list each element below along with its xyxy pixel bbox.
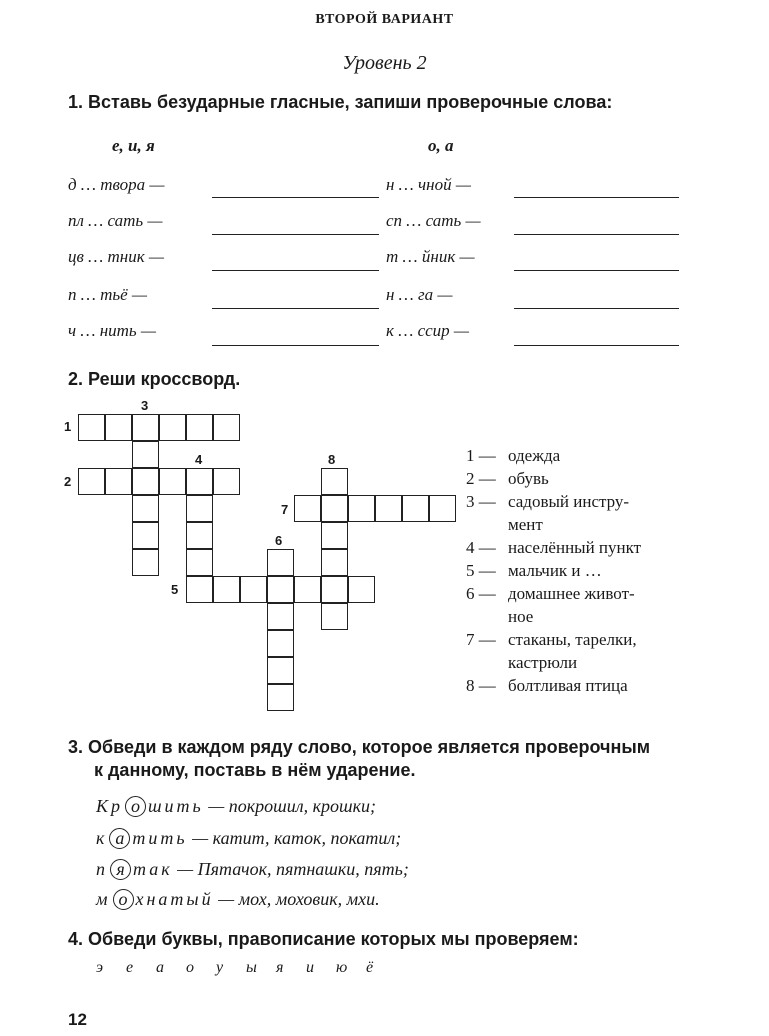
crossword-cell[interactable]: [213, 414, 240, 441]
answer-line[interactable]: [514, 234, 679, 235]
clue-row: [466, 605, 696, 628]
task1-word: к … ссир —: [386, 321, 470, 340]
word-start: п: [96, 859, 108, 879]
check-words: — Пятачок, пятнашки, пять;: [172, 859, 409, 879]
clue-row: [466, 536, 696, 559]
task1-col2-head: о, а: [428, 136, 454, 155]
crossword-cell[interactable]: [186, 414, 213, 441]
word-end: хнатый: [135, 889, 214, 909]
crossword-cell[interactable]: [321, 495, 348, 522]
letter[interactable]: э: [96, 959, 104, 976]
clue-text: садовый инстру-: [508, 492, 630, 511]
crossword-number-8: 8: [328, 452, 336, 467]
task3-row: [96, 889, 380, 910]
clue-number: 2 —: [466, 469, 496, 488]
crossword-cell[interactable]: [159, 468, 186, 495]
check-words: — мох, моховик, мхи.: [213, 889, 380, 909]
word-end: так: [133, 859, 173, 879]
crossword-cell[interactable]: [267, 630, 294, 657]
clue-row: [466, 513, 696, 536]
page-number: 12: [68, 1010, 87, 1029]
crossword-cell[interactable]: [159, 414, 186, 441]
task4-letters: [96, 959, 396, 977]
word-end: тить: [132, 828, 188, 848]
circled-letter: а: [109, 828, 130, 849]
clue-number: 8 —: [466, 676, 496, 695]
crossword-number-1: 1: [64, 419, 72, 434]
crossword-number-7: 7: [281, 502, 289, 517]
clue-row: [466, 651, 696, 674]
letter[interactable]: ы: [246, 959, 257, 976]
crossword-cell[interactable]: [213, 468, 240, 495]
clue-number: 5 —: [466, 561, 496, 580]
task1-word: пл … сать —: [68, 211, 163, 230]
crossword-cell[interactable]: [78, 468, 105, 495]
word-start: к: [96, 828, 108, 848]
crossword-cell[interactable]: [321, 522, 348, 549]
clue-row: [466, 628, 696, 651]
letter[interactable]: и: [306, 959, 314, 976]
task1-word: т … йник —: [386, 247, 475, 266]
letter[interactable]: е: [126, 959, 134, 976]
task1-word: ч … нить —: [68, 321, 157, 340]
task1-col1-head: е, и, я: [112, 136, 155, 155]
answer-line[interactable]: [514, 308, 679, 309]
crossword-cell[interactable]: [132, 414, 159, 441]
letter[interactable]: я: [276, 959, 284, 976]
clue-number: 4 —: [466, 538, 496, 557]
answer-line[interactable]: [514, 197, 679, 198]
crossword-cell[interactable]: [321, 468, 348, 495]
answer-line[interactable]: [212, 270, 379, 271]
crossword-number-5: 5: [171, 582, 179, 597]
crossword-cell[interactable]: [132, 468, 159, 495]
crossword-cell[interactable]: [186, 576, 213, 603]
level-title: Уровень 2: [342, 52, 427, 74]
clue-text: ное: [508, 607, 534, 626]
answer-line[interactable]: [212, 308, 379, 309]
check-words: — катит, каток, покатил;: [187, 828, 402, 848]
crossword-clues: [466, 444, 696, 697]
clue-number: 7 —: [466, 630, 496, 649]
answer-line[interactable]: [212, 197, 379, 198]
crossword-cell[interactable]: [78, 414, 105, 441]
crossword-cell[interactable]: [321, 549, 348, 576]
clue-text: мальчик и …: [508, 561, 602, 580]
task4-title: 4. Обведи буквы, правописание которых мы проверяем:: [68, 929, 579, 949]
crossword-cell[interactable]: [132, 522, 159, 549]
task3-row: [96, 796, 376, 817]
crossword-cell[interactable]: [186, 495, 213, 522]
clue-row: [466, 674, 696, 697]
task1-word: сп … сать —: [386, 211, 481, 230]
word-start: м: [96, 889, 111, 909]
crossword-cell[interactable]: [132, 441, 159, 468]
clue-text: болтливая птица: [508, 676, 628, 695]
clue-number: 6 —: [466, 584, 496, 603]
letter[interactable]: ё: [366, 959, 374, 976]
circled-letter: о: [125, 796, 146, 817]
crossword-cell[interactable]: [267, 603, 294, 630]
clue-text: стаканы, тарелки,: [508, 630, 637, 649]
clue-number: 3 —: [466, 492, 496, 511]
check-words: — покрошил, крошки;: [203, 796, 377, 816]
circled-letter: о: [113, 889, 134, 910]
clue-row: [466, 467, 696, 490]
crossword-number-4: 4: [195, 452, 203, 467]
letter[interactable]: у: [216, 959, 224, 976]
crossword-cell[interactable]: [267, 684, 294, 711]
crossword-cell[interactable]: [321, 603, 348, 630]
clue-text: кастрюли: [508, 653, 578, 672]
task1-title: 1. Вставь безударные гласные, запиши проверочные слова:: [68, 92, 613, 112]
crossword-cell[interactable]: [429, 495, 456, 522]
crossword-cell[interactable]: [267, 657, 294, 684]
crossword-cell[interactable]: [294, 495, 321, 522]
crossword-cell[interactable]: [105, 468, 132, 495]
crossword-cell[interactable]: [267, 576, 294, 603]
circled-letter: я: [110, 859, 131, 880]
clue-text: одежда: [508, 446, 561, 465]
crossword-cell[interactable]: [132, 495, 159, 522]
clue-text: обувь: [508, 469, 549, 488]
answer-line[interactable]: [212, 345, 379, 346]
crossword-number-6: 6: [275, 533, 283, 548]
word-start: Кр: [96, 796, 123, 816]
clue-text: населённый пункт: [508, 538, 642, 557]
clue-row: [466, 444, 696, 467]
task1-word: н … чной —: [386, 175, 471, 194]
answer-line[interactable]: [212, 234, 379, 235]
answer-line[interactable]: [514, 345, 679, 346]
crossword-cell[interactable]: [348, 495, 375, 522]
task1-word: цв … тник —: [68, 247, 165, 266]
word-end: шить: [147, 796, 204, 816]
task3-title-line1: 3. Обведи в каждом ряду слово, которое является проверочным: [68, 737, 651, 757]
task2-title: 2. Реши кроссворд.: [68, 369, 241, 389]
crossword-cell[interactable]: [213, 576, 240, 603]
crossword-cell[interactable]: [186, 522, 213, 549]
clue-text: мент: [508, 515, 543, 534]
crossword-cell[interactable]: [267, 549, 294, 576]
crossword-cell[interactable]: [105, 414, 132, 441]
crossword-cell[interactable]: [348, 576, 375, 603]
clue-row: [466, 559, 696, 582]
clue-row: [466, 490, 696, 513]
task3-row: [96, 828, 401, 849]
letter[interactable]: о: [186, 959, 194, 976]
crossword-cell[interactable]: [375, 495, 402, 522]
crossword-cell[interactable]: [321, 576, 348, 603]
task3-row: [96, 859, 409, 880]
crossword-cell[interactable]: [294, 576, 321, 603]
clue-text: домашнее живот-: [508, 584, 635, 603]
task3-title-line2: к данному, поставь в нём ударение.: [94, 760, 416, 780]
answer-line[interactable]: [514, 270, 679, 271]
letter[interactable]: ю: [336, 959, 348, 976]
task1-word: п … тьё —: [68, 285, 148, 304]
task1-word: д … твора —: [68, 175, 165, 194]
task1-word: н … га —: [386, 285, 453, 304]
crossword-cell[interactable]: [402, 495, 429, 522]
crossword-cell[interactable]: [132, 549, 159, 576]
letter[interactable]: а: [156, 959, 164, 976]
variant-header: ВТОРОЙ ВАРИАНТ: [315, 12, 454, 27]
clue-row: [466, 582, 696, 605]
crossword-number-2: 2: [64, 474, 72, 489]
crossword-cell[interactable]: [240, 576, 267, 603]
crossword-number-3: 3: [141, 398, 149, 413]
clue-number: 1 —: [466, 446, 496, 465]
crossword-cell[interactable]: [186, 549, 213, 576]
crossword-cell[interactable]: [186, 468, 213, 495]
